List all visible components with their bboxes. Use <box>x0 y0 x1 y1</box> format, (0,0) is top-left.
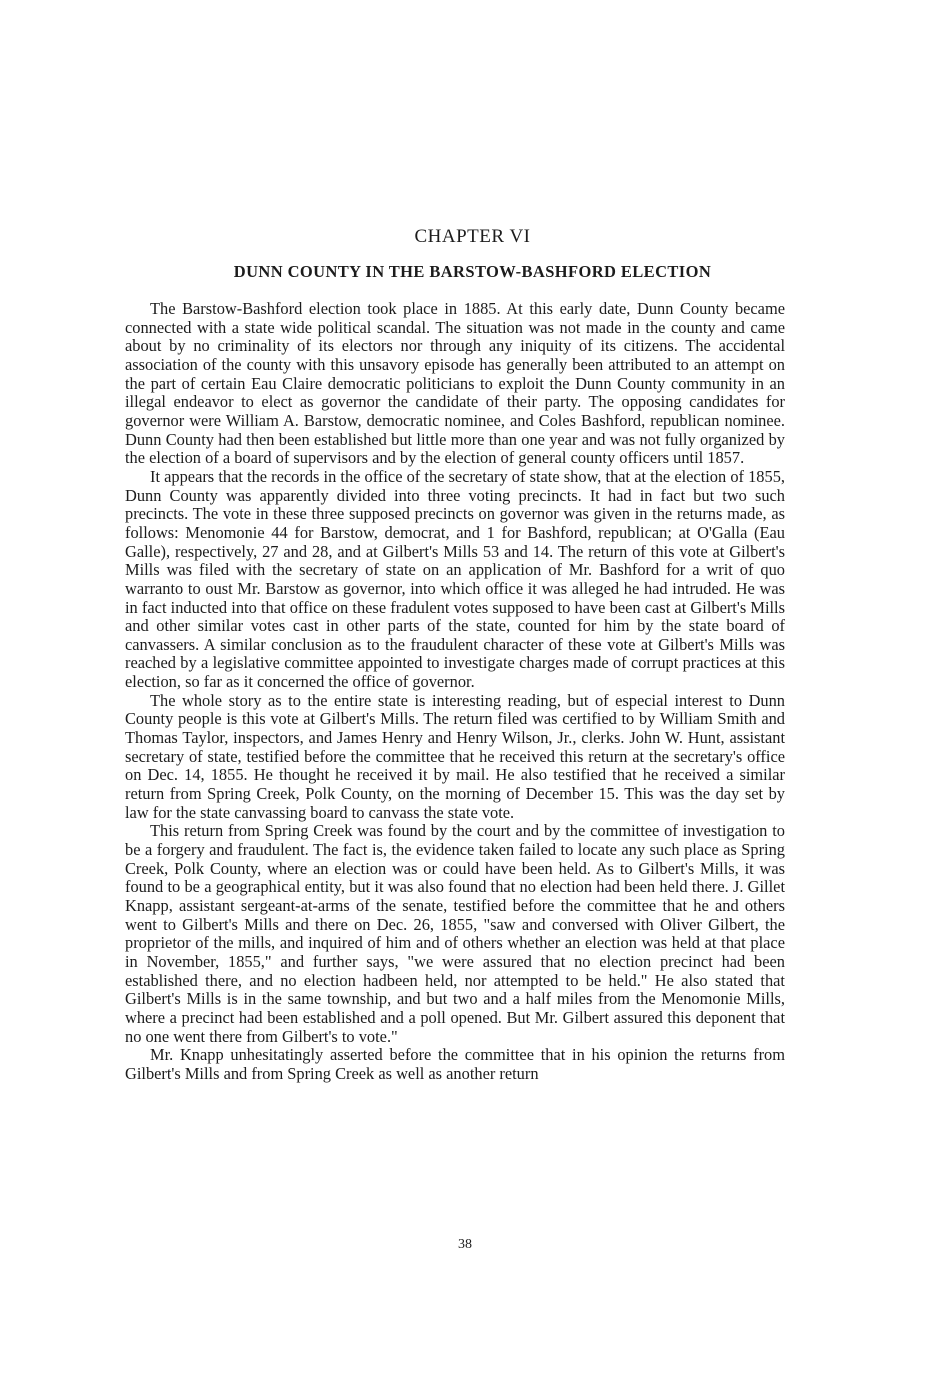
paragraph: It appears that the records in the office of the secretary of state show, that at the election of 1855, Dunn County was apparently divided into three voting precincts. It had in fact but two such precincts. The vote in these three supposed precincts on governor was given in the returns made, as follows: Menomonie 44 for Barstow, democrat, and 1 for Bashford, republican; at O'Galla (Eau Galle), respectively, 27 and 28, and at Gilbert's Mills 53 and 14. The return of this vote at Gilbert's Mills was filed with the secretary of state on an application of Mr. Bashford for a writ of quo warranto to oust Mr. Barstow as governor, into which office it was alleged he had intruded. He was in fact inducted into that office on these fradulent votes supposed to have been cast at Gilbert's Mills and other similar votes cast in other parts of the state, counted for him by the state board of canvassers. A similar conclusion as to the fraudulent character of these vote at Gilbert's Mills was reached by a legislative committee appointed to investigate charges made of corrupt practices at this election, so far as it concerned the office of governor. <box>125 466 785 692</box>
chapter-title: DUNN COUNTY IN THE BARSTOW-BASHFORD ELECTION <box>233 262 712 281</box>
page-number: 38 <box>458 1237 472 1252</box>
paragraph: The Barstow-Bashford election took place in 1885. At this early date, Dunn County became connected with a state wide political scandal. The situation was not made in the county and came about by no criminality of its electors nor through any iniquity of its citizens. The accidental association of the county with this unsavory episode has generally been attributed to an attempt on the part of certain Eau Claire democratic politicians to exploit the Dunn County community in an illegal endeavor to elect as governor the candidate of their party. The opposing candidates for governor were William A. Barstow, democratic nominee, and Coles Bashford, republican nominee. Dunn County had then been established but little more than one year and was not fully organized by the election of a board of supervisors and by the election of general county officers until 1857. <box>125 299 785 468</box>
chapter-number: CHAPTER VI <box>414 226 531 247</box>
chapter-body <box>125 300 785 1084</box>
paragraph: This return from Spring Creek was found by the court and by the committee of investigation to be a forgery and fraudulent. The fact is, the evidence taken failed to locate any such place as Spring Creek, Polk County, where an election was or could have been held. As to Gilbert's Mills, it was found to be a geographical entity, but it was also found that no election had been held there. J. Gillet Knapp, assistant sergeant-at-arms of the senate, testified before the committee that he and others went to Gilbert's Mills and there on Dec. 26, 1855, "saw and conversed with Oliver Gilbert, the proprietor of the mills, and inquired of him and of others whether an election was held at that place in November, 1855," and further says, "we were assured that no election precinct had been established there, and no election hadbeen held, nor attempted to be held." He also stated that Gilbert's Mills is in the same township, and but two and a half miles from the Menomonie Mills, where a precinct had been established and a poll opened. But Mr. Gilbert assured this deponent that no one went there from Gilbert's to vote." <box>125 821 785 1046</box>
paragraph: Mr. Knapp unhesitatingly asserted before the committee that in his opinion the returns from Gilbert's Mills and from Spring Creek as well as another return <box>125 1045 785 1083</box>
paragraph: The whole story as to the entire state is interesting reading, but of especial interest to Dunn County people is this vote at Gilbert's Mills. The return filed was certified to by William Smith and Thomas Taylor, inspectors, and James Henry and Henry Wilson, Jr., clerks. John W. Hunt, assistant secretary of state, testified before the committee that he received this return at the secretary's office on Dec. 14, 1855. He thought he received it by mail. He also testified that he received a similar return from Spring Creek, Polk County, on the morning of December 15. This was the day set by law for the state canvassing board to canvass the state vote. <box>125 690 785 822</box>
